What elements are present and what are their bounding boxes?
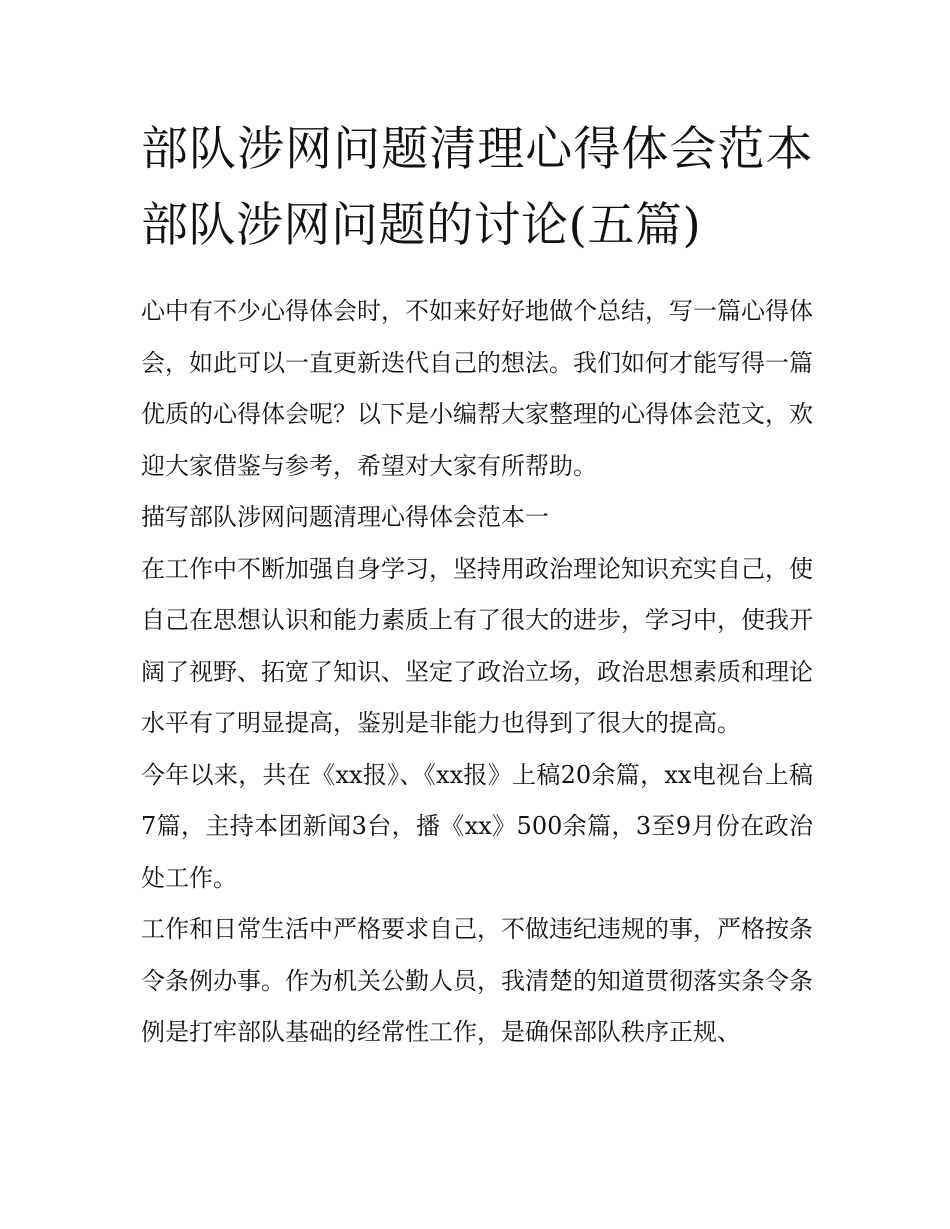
body-paragraph: 工作和日常生活中严格要求自己，不做违纪违规的事，严格按条令条例办事。作为机关公勤人员，我清楚的知道贯彻落实条令条例是打牢部队基础的经常性工作，是确保部队秩序正规、 [141, 915, 813, 1046]
body-paragraph: 在工作中不断加强自身学习，坚持用政治理论知识充实自己，使自己在思想认识和能力素质上有了很大的进步，学习中，使我开阔了视野、拓宽了知识、坚定了政治立场，政治思想素质和理论水平有了明显提高，鉴别是非能力也得到了很大的提高。 [141, 554, 813, 737]
document-body [141, 286, 813, 1059]
document-page [141, 112, 813, 1059]
document-title: 部队涉网问题清理心得体会范本 部队涉网问题的讨论(五篇) [141, 122, 813, 253]
intro-paragraph: 心中有不少心得体会时，不如来好好地做个总结，写一篇心得体会，如此可以一直更新迭代自己的想法。我们如何才能写得一篇优质的心得体会呢？以下是小编帮大家整理的心得体会范文，欢迎大家借鉴与参考，希望对大家有所帮助。 [141, 297, 813, 480]
section-heading: 描写部队涉网问题清理心得体会范本一 [141, 503, 549, 531]
body-paragraph: 今年以来，共在《xx报》、《xx报》上稿20余篇，xx电视台上稿7篇，主持本团新闻3台，播《xx》500余篇，3至9月份在政治处工作。 [141, 760, 813, 892]
